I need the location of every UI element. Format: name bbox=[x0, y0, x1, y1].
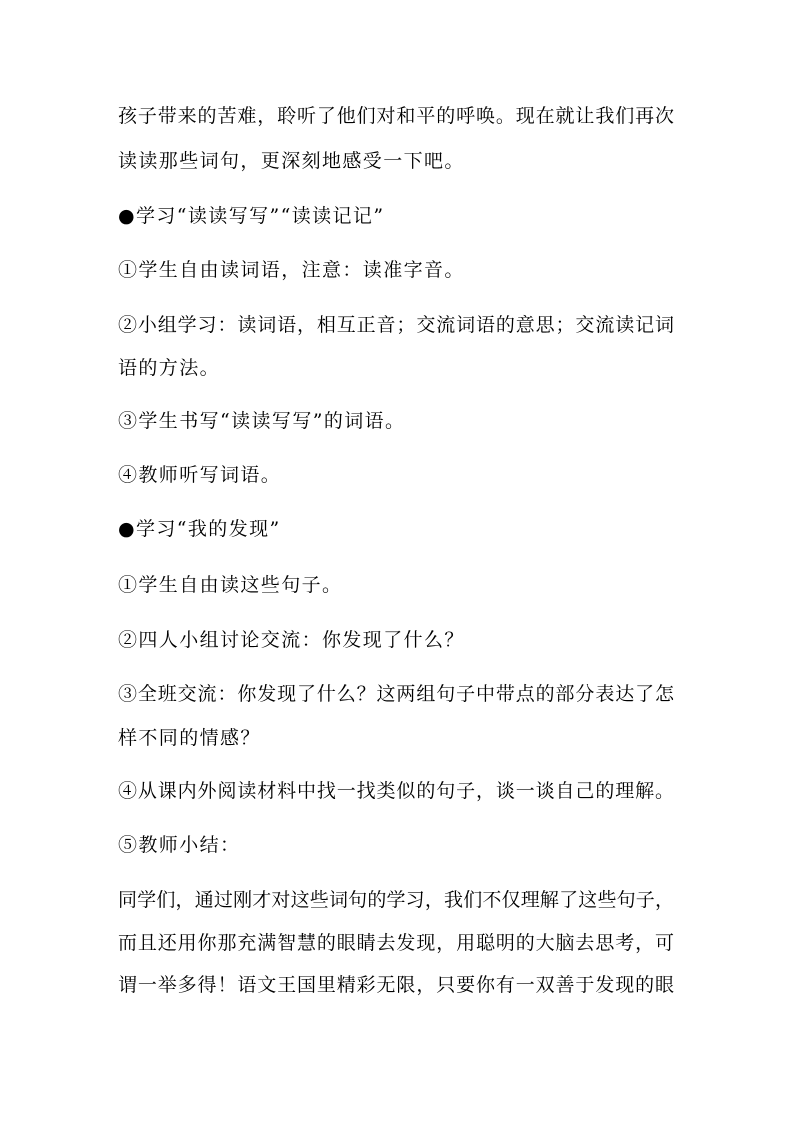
list-item: ⑤教师小结： bbox=[118, 834, 241, 856]
text-line: 同学们，通过刚才对这些词句的学习，我们不仅理解了这些句子， bbox=[118, 889, 674, 911]
text-line: 谓一举多得！语文王国里精彩无限，只要你有一双善于发现的眼 bbox=[118, 974, 674, 996]
list-item: ②四人小组讨论交流：你发现了什么？ bbox=[118, 629, 465, 651]
section-heading: ●学习“读读写写”“读读记记” bbox=[118, 205, 385, 227]
list-item: ④教师听写词语。 bbox=[118, 464, 282, 486]
list-item: ①学生自由读词语，注意：读准字音。 bbox=[118, 259, 465, 281]
list-item-continuation: 语的方法。 bbox=[118, 357, 221, 379]
section-heading: ●学习“我的发现” bbox=[118, 518, 281, 540]
text-line: 读读那些词句，更深刻地感受一下吧。 bbox=[118, 150, 465, 172]
list-item: ②小组学习：读词语，相互正音；交流词语的意思；交流读记词 bbox=[118, 314, 674, 336]
list-item: ①学生自由读这些句子。 bbox=[118, 574, 343, 596]
text-line: 而且还用你那充满智慧的眼睛去发现，用聪明的大脑去思考，可 bbox=[118, 932, 674, 954]
list-item: ③全班交流：你发现了什么？这两组句子中带点的部分表达了怎 bbox=[118, 683, 674, 705]
list-item: ④从课内外阅读材料中找一找类似的句子，谈一谈自己的理解。 bbox=[118, 780, 674, 802]
list-item-continuation: 样不同的情感？ bbox=[118, 727, 261, 749]
text-line: 孩子带来的苦难，聆听了他们对和平的呼唤。现在就让我们再次 bbox=[118, 105, 674, 127]
list-item: ③学生书写“读读写写”的词语。 bbox=[118, 410, 406, 432]
